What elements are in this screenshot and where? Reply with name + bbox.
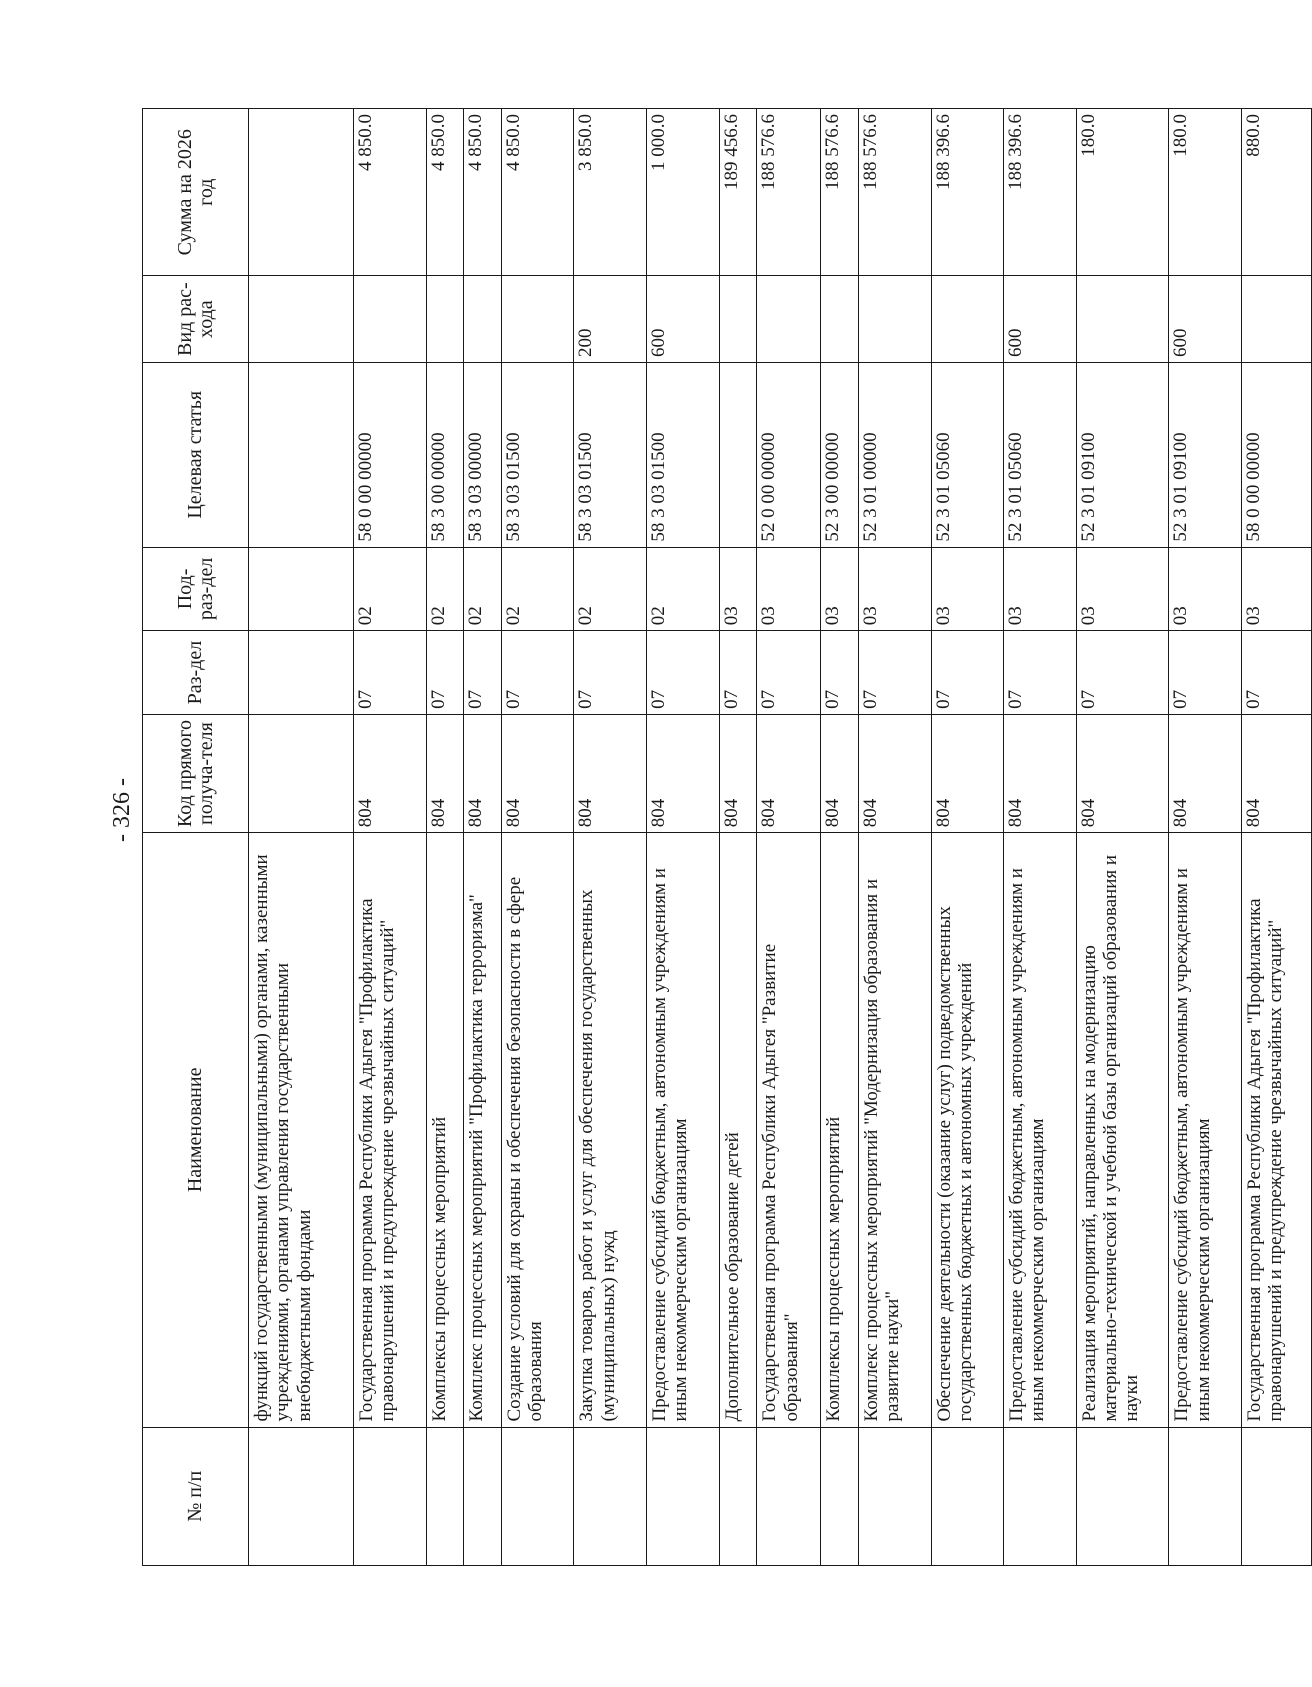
table-row <box>1076 109 1169 1566</box>
cell-expense-type <box>1241 276 1311 363</box>
cell-name: Закупка товаров, работ и услуг для обеспечения государственных (муниципальных) нужд <box>574 833 647 1427</box>
rotated-table-wrapper <box>142 108 1312 1566</box>
cell-expense-type <box>1076 276 1169 363</box>
cell-subsection: 03 <box>719 547 757 631</box>
cell-expense-type <box>249 276 354 363</box>
cell-name: Государственная программа Республики Адыгея "Профилактика правонарушений и предупреждение чрезвычайных ситуаций" <box>1241 833 1311 1427</box>
cell-expense-type: 600 <box>1169 276 1242 363</box>
table-row <box>574 109 647 1566</box>
cell-target-article: 58 0 00 00000 <box>353 362 426 547</box>
cell-target-article: 58 3 00 00000 <box>426 362 464 547</box>
cell-subsection: 02 <box>574 547 647 631</box>
cell-expense-type <box>931 276 1004 363</box>
cell-num <box>353 1427 426 1565</box>
cell-name: Предоставление субсидий бюджетным, автономным учреждениям и иным некоммерческим организациям <box>647 833 720 1427</box>
table-body <box>249 109 1312 1566</box>
cell-section: 07 <box>574 631 647 715</box>
cell-sum: 188 576.6 <box>821 109 859 276</box>
cell-target-article: 52 3 01 09100 <box>1076 362 1169 547</box>
cell-sum <box>249 109 354 276</box>
cell-subsection: 03 <box>931 547 1004 631</box>
cell-num <box>821 1427 859 1565</box>
cell-target-article: 52 3 01 05060 <box>931 362 1004 547</box>
cell-sum: 180.0 <box>1169 109 1242 276</box>
table-row <box>757 109 821 1566</box>
cell-section: 07 <box>426 631 464 715</box>
cell-expense-type: 200 <box>574 276 647 363</box>
cell-name: функций государственными (муниципальными) органами, казенными учреждениями, органами управления государственными внебюджетными фондами <box>249 833 354 1427</box>
cell-sum: 4 850.0 <box>426 109 464 276</box>
cell-sum: 188 396.6 <box>931 109 1004 276</box>
cell-subsection: 02 <box>647 547 720 631</box>
cell-subsection: 02 <box>426 547 464 631</box>
cell-section: 07 <box>858 631 931 715</box>
cell-name: Комплексы процессных мероприятий <box>821 833 859 1427</box>
cell-recipient-code: 804 <box>821 714 859 832</box>
cell-target-article: 52 3 01 00000 <box>858 362 931 547</box>
cell-expense-type <box>821 276 859 363</box>
header-recipient: Код прямого получа-теля <box>143 714 249 832</box>
cell-recipient-code: 804 <box>719 714 757 832</box>
cell-target-article: 52 3 00 00000 <box>821 362 859 547</box>
cell-recipient-code: 804 <box>757 714 821 832</box>
table-row <box>426 109 464 1566</box>
cell-sum: 188 576.6 <box>757 109 821 276</box>
cell-subsection: 03 <box>858 547 931 631</box>
cell-name: Дополнительное образование детей <box>719 833 757 1427</box>
cell-subsection: 02 <box>501 547 574 631</box>
cell-expense-type <box>426 276 464 363</box>
cell-name: Государственная программа Республики Адыгея "Профилактика правонарушений и предупреждение чрезвычайных ситуаций" <box>353 833 426 1427</box>
cell-sum: 880.0 <box>1241 109 1311 276</box>
cell-target-article: 58 3 03 01500 <box>574 362 647 547</box>
cell-recipient-code: 804 <box>858 714 931 832</box>
cell-recipient-code: 804 <box>353 714 426 832</box>
cell-expense-type <box>464 276 502 363</box>
cell-expense-type <box>858 276 931 363</box>
cell-name: Комплекс процессных мероприятий "Модернизация образования и развитие науки" <box>858 833 931 1427</box>
page-number: - 326 - <box>109 778 135 842</box>
cell-subsection: 03 <box>821 547 859 631</box>
cell-recipient-code: 804 <box>574 714 647 832</box>
cell-expense-type <box>353 276 426 363</box>
cell-section <box>249 631 354 715</box>
cell-subsection <box>249 547 354 631</box>
cell-sum: 188 396.6 <box>1004 109 1077 276</box>
table-row <box>1241 109 1311 1566</box>
cell-recipient-code: 804 <box>1004 714 1077 832</box>
header-sum: Сумма на 2026 год <box>143 109 249 276</box>
cell-recipient-code: 804 <box>647 714 720 832</box>
cell-recipient-code: 804 <box>1169 714 1242 832</box>
header-section: Раз-дел <box>143 631 249 715</box>
cell-num <box>464 1427 502 1565</box>
cell-sum: 4 850.0 <box>464 109 502 276</box>
cell-num <box>501 1427 574 1565</box>
table-row <box>647 109 720 1566</box>
cell-expense-type <box>719 276 757 363</box>
cell-sum: 180.0 <box>1076 109 1169 276</box>
cell-section: 07 <box>464 631 502 715</box>
table-row <box>464 109 502 1566</box>
cell-recipient-code <box>249 714 354 832</box>
cell-sum: 188 576.6 <box>858 109 931 276</box>
table-row <box>858 109 931 1566</box>
cell-subsection: 03 <box>757 547 821 631</box>
cell-recipient-code: 804 <box>464 714 502 832</box>
cell-target-article: 52 3 01 05060 <box>1004 362 1077 547</box>
cell-expense-type <box>501 276 574 363</box>
header-expense: Вид рас-хода <box>143 276 249 363</box>
table-row <box>1169 109 1242 1566</box>
cell-sum: 1 000.0 <box>647 109 720 276</box>
cell-num <box>719 1427 757 1565</box>
cell-subsection: 03 <box>1076 547 1169 631</box>
cell-section: 07 <box>501 631 574 715</box>
cell-section: 07 <box>647 631 720 715</box>
cell-name: Создание условий для охраны и обеспечения безопасности в сфере образования <box>501 833 574 1427</box>
cell-section: 07 <box>931 631 1004 715</box>
table-row <box>821 109 859 1566</box>
cell-target-article: 58 3 03 01500 <box>501 362 574 547</box>
cell-target-article <box>719 362 757 547</box>
header-num: № п/п <box>143 1427 249 1565</box>
header-subsection: Под-раз-дел <box>143 547 249 631</box>
table-row <box>249 109 354 1566</box>
table-row <box>501 109 574 1566</box>
cell-subsection: 03 <box>1169 547 1242 631</box>
cell-num <box>574 1427 647 1565</box>
cell-name: Государственная программа Республики Адыгея "Развитие образования" <box>757 833 821 1427</box>
header-target: Целевая статья <box>143 362 249 547</box>
cell-target-article: 52 3 01 09100 <box>1169 362 1242 547</box>
table-header <box>143 109 249 1566</box>
cell-target-article: 58 0 00 00000 <box>1241 362 1311 547</box>
cell-section: 07 <box>353 631 426 715</box>
cell-name: Реализация мероприятий, направленных на модернизацию материально-технической и учебной базы организаций образования и науки <box>1076 833 1169 1427</box>
cell-subsection: 02 <box>353 547 426 631</box>
cell-subsection: 03 <box>1004 547 1077 631</box>
cell-num <box>1076 1427 1169 1565</box>
cell-sum: 4 850.0 <box>501 109 574 276</box>
cell-num <box>249 1427 354 1565</box>
cell-target-article: 58 3 03 00000 <box>464 362 502 547</box>
cell-num <box>757 1427 821 1565</box>
cell-num <box>858 1427 931 1565</box>
cell-recipient-code: 804 <box>931 714 1004 832</box>
table-row <box>931 109 1004 1566</box>
table-row <box>1004 109 1077 1566</box>
cell-recipient-code: 804 <box>426 714 464 832</box>
cell-num <box>1241 1427 1311 1565</box>
table-row <box>719 109 757 1566</box>
cell-section: 07 <box>1004 631 1077 715</box>
cell-subsection: 03 <box>1241 547 1311 631</box>
budget-table <box>142 108 1312 1566</box>
cell-subsection: 02 <box>464 547 502 631</box>
cell-expense-type: 600 <box>1004 276 1077 363</box>
cell-num <box>1004 1427 1077 1565</box>
cell-expense-type <box>757 276 821 363</box>
cell-recipient-code: 804 <box>1076 714 1169 832</box>
cell-name: Комплексы процессных мероприятий <box>426 833 464 1427</box>
cell-section: 07 <box>757 631 821 715</box>
cell-section: 07 <box>821 631 859 715</box>
table-row <box>353 109 426 1566</box>
cell-recipient-code: 804 <box>1241 714 1311 832</box>
cell-recipient-code: 804 <box>501 714 574 832</box>
cell-target-article: 52 0 00 00000 <box>757 362 821 547</box>
cell-num <box>931 1427 1004 1565</box>
cell-sum: 189 456.6 <box>719 109 757 276</box>
cell-section: 07 <box>1076 631 1169 715</box>
header-name: Наименование <box>143 833 249 1427</box>
cell-section: 07 <box>719 631 757 715</box>
cell-name: Обеспечение деятельности (оказание услуг) подведомственных государственных бюджетных и автономных учреждений <box>931 833 1004 1427</box>
cell-expense-type: 600 <box>647 276 720 363</box>
cell-target-article <box>249 362 354 547</box>
cell-target-article: 58 3 03 01500 <box>647 362 720 547</box>
cell-sum: 3 850.0 <box>574 109 647 276</box>
cell-num <box>426 1427 464 1565</box>
cell-sum: 4 850.0 <box>353 109 426 276</box>
cell-section: 07 <box>1169 631 1242 715</box>
cell-name: Предоставление субсидий бюджетным, автономным учреждениям и иным некоммерческим организациям <box>1004 833 1077 1427</box>
cell-name: Комплекс процессных мероприятий "Профилактика терроризма" <box>464 833 502 1427</box>
cell-num <box>647 1427 720 1565</box>
cell-num <box>1169 1427 1242 1565</box>
cell-name: Предоставление субсидий бюджетным, автономным учреждениям и иным некоммерческим организациям <box>1169 833 1242 1427</box>
cell-section: 07 <box>1241 631 1311 715</box>
